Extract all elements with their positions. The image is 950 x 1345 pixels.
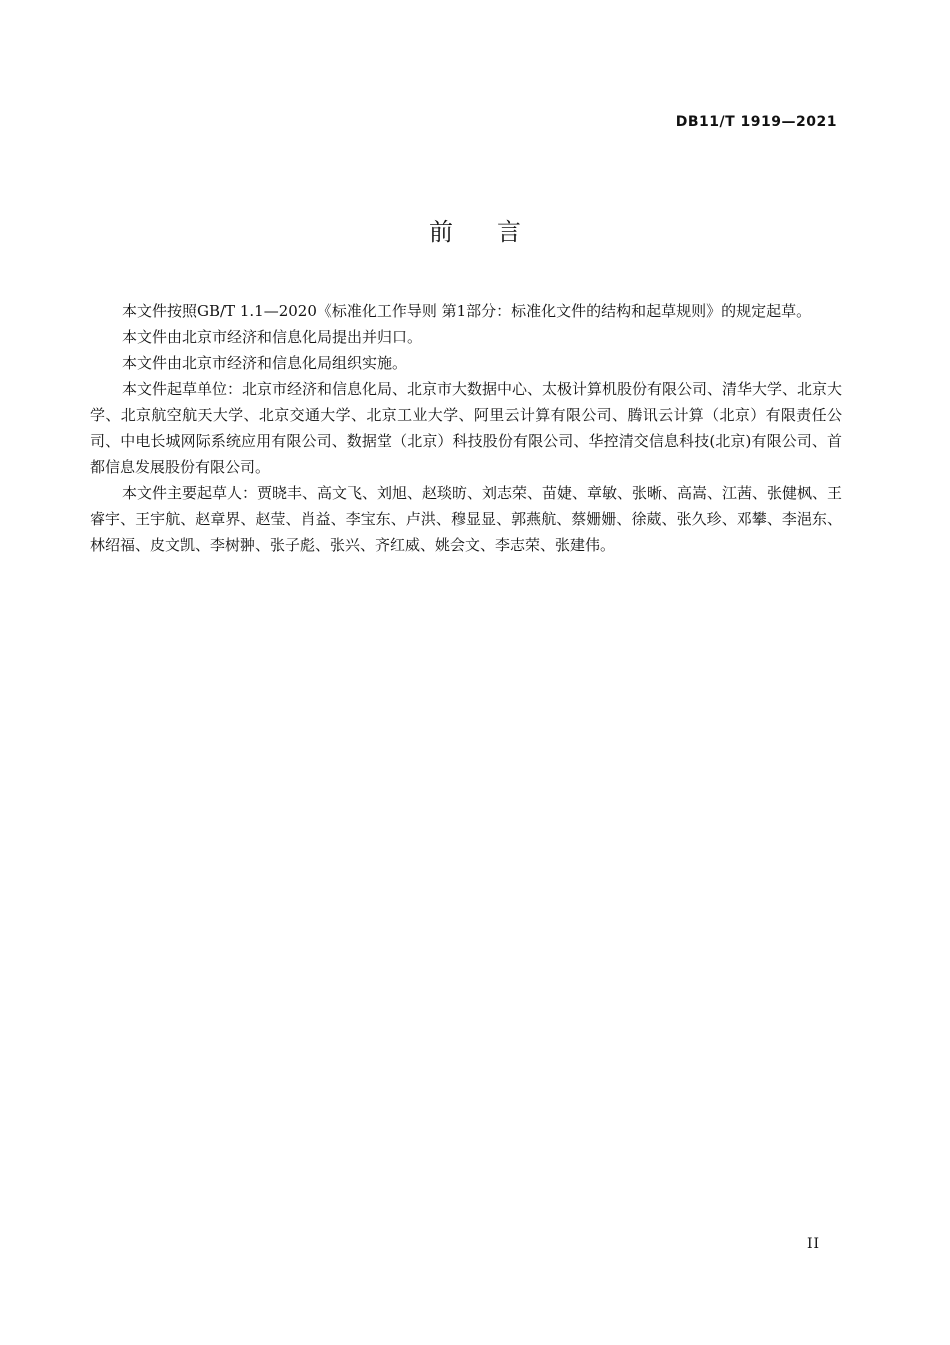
page-title: 前言 <box>429 218 565 246</box>
preface-body <box>90 298 842 558</box>
paragraph-implementer: 本文件由北京市经济和信息化局组织实施。 <box>122 354 408 372</box>
paragraph-drafting-rules: 本文件按照GB/T 1.1—2020《标准化工作导则 第1部分：标准化文件的结构和起草规则》的规定起草。 <box>122 302 812 320</box>
paragraph-proposer: 本文件由北京市经济和信息化局提出并归口。 <box>122 328 423 346</box>
document-code: DB11/T 1919—2021 <box>675 114 837 130</box>
paragraph-drafting-units: 本文件起草单位：北京市经济和信息化局、北京市大数据中心、太极计算机股份有限公司、清华大学、北京大学、北京航空航天大学、北京交通大学、北京工业大学、阿里云计算有限公司、腾讯云计算（北京）有限责任公司、中电长城网际系统应用有限公司、数据堂（北京）科技股份有限公司、华控清交信息科技(北京)有限公司、首都信息发展股份有限公司。 <box>90 380 843 476</box>
page-number: II <box>806 1236 820 1252</box>
paragraph-main-drafters: 本文件主要起草人：贾晓丰、高文飞、刘旭、赵琰昉、刘志荣、苗婕、章敏、张晰、高嵩、江茜、张健枫、王睿宇、王宇航、赵章界、赵莹、肖益、李宝东、卢洪、穆显显、郭燕航、蔡姗姗、徐葳、张久珍、邓攀、李浥东、林绍福、皮文凯、李树翀、张子彪、张兴、齐红威、姚会文、李志荣、张建伟。 <box>90 484 843 554</box>
